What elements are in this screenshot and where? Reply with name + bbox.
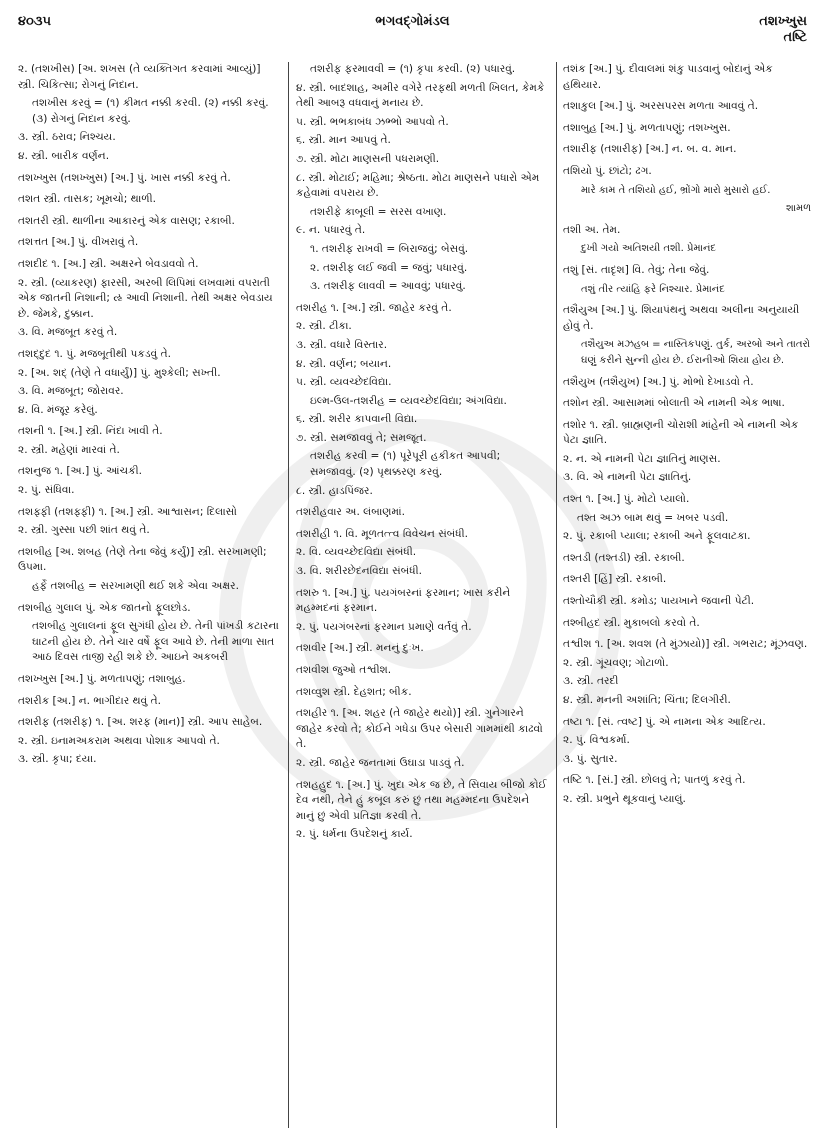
dictionary-entry: ૪. સ્ત્રી. બારીક વર્ણન. [18, 149, 110, 162]
dictionary-entry: ૩. સ્ત્રી. કૃપા; દયા. [18, 753, 97, 766]
dictionary-entry: તશોન સ્ત્રી. આસામમાં બોલાતી એ નામની એક ભાષા. [563, 397, 785, 410]
dictionary-entry: ૫. સ્ત્રી. ભભકાબંધ ઝભ્ભો આપવો તે. [296, 115, 449, 128]
dictionary-entry: મારે કામ તે તશિયો હઈ, ભ્રોંગો મારો મુસારો હઈ. [581, 184, 771, 196]
dictionary-entry: તશાકુલ [અ.] પું. અરસપરસ મળતા આવવું તે. [563, 100, 759, 113]
guide-word-bottom: તષ્ટિ [783, 30, 807, 45]
dictionary-entry: ૩. વિ. મજબૂત કરવું તે. [18, 326, 118, 339]
dictionary-entry: તશવીશ જુઓ તશ્વીશ. [296, 664, 392, 676]
dictionary-entry: ૨. (તશખીસ) [અ. શખસ (તે વ્યક્તિગત કરવામાં આવ્યું)] સ્ત્રી. ચિકિત્સા; રોગનું નિદાન. [18, 63, 261, 91]
dictionary-entry: ૧. તશરીફ રાખવી = બિરાજવું; બેસવું. [310, 242, 469, 255]
dictionary-entry: ૨. ન. એ નામની પેટા જ્ઞાતિનું માણસ. [563, 452, 721, 465]
dictionary-entry: ૯. ન. પધારવું તે. [296, 224, 366, 237]
dictionary-entry: તશબીહ [અ. શબહ (તેણે તેના જેવું કર્યું)] સ્ત્રી. સરખામણી; ઉપમા. [18, 545, 267, 574]
dictionary-entry: ૩. વિ. એ નામની પેટા જ્ઞાતિનું. [563, 471, 692, 484]
dictionary-entry: ૨. પું. ધર્મના ઉપદેશનું કાર્ય. [296, 828, 413, 841]
dictionary-entry: તશખ્ખુસ (તશખ્ખુસ) [અ.] પું. ખાસ નક્કી કરવું તે. [18, 171, 231, 184]
dictionary-entry: તશવીર [અ.] સ્ત્રી. મનનું દુઃખ. [296, 642, 424, 655]
column-divider [288, 62, 289, 1128]
dictionary-entry: તશી અ. તેમ. [563, 223, 621, 236]
dictionary-entry: ૨. સ્ત્રી. ગુસ્સા પછી શાંત થવું તે. [18, 524, 150, 537]
dictionary-entry: તશદ્દુદ ૧. પું. મજબૂતીથી પકડવું તે. [18, 347, 171, 360]
dictionary-entry: તશની ૧. [અ.] સ્ત્રી. નિંદા ખાવી તે. [18, 425, 163, 438]
dictionary-entry: તશારીફ (તશારીફ) [અ.] ન. બ. વ. માન. [563, 143, 737, 156]
dictionary-entry: તશનુજ ૧. [અ.] પું. આંચકી. [18, 465, 143, 478]
dictionary-entry: તશૈયુઅ [અ.] પું. શિયાપંથનું અથવા અલીના અનુયાયી હોવું તે. [563, 304, 800, 332]
dictionary-entry: ૨. સ્ત્રી. મહેણાં મારવાં તે. [18, 443, 120, 456]
dictionary-entry: ૨. પું. પયગંબરનાં ફરમાન પ્રમાણે વર્તવું તે. [296, 620, 472, 633]
dictionary-entry: તશદીદ ૧. [અ.] સ્ત્રી. અક્ષરને બેવડાવવો તે. [18, 257, 199, 270]
dictionary-entry: તશરીફ ફરમાવવી = (૧) કૃપા કરવી. (૨) પધારવું. [310, 63, 516, 75]
dictionary-entry: ૨. [અ. શદ્ (તેણે તે વધાર્યું)] પું. મુશ્કેલી; સખ્તી. [18, 366, 221, 379]
dictionary-entry: ૨. વિ. વ્યવચ્છેદવિદ્યા સંબંધી. [296, 546, 417, 559]
dictionary-entry: તશફ્ફી (તશફ્ફી) ૧. [અ.] સ્ત્રી. આશ્વાસન; દિલાસો [18, 505, 237, 518]
dictionary-entry: તશ્તડી (તશ્તડી) સ્ત્રી. રકાબી. [563, 551, 685, 564]
dictionary-entry: ૬. સ્ત્રી. શરીર કાપવાની વિદ્યા. [296, 413, 418, 426]
dictionary-entry: ૮. સ્ત્રી. હાડપિંજર. [296, 484, 373, 497]
dictionary-entry: તશખ્ખુસ [અ.] પું. મળતાપણું; તશાબુહ. [18, 673, 186, 685]
dictionary-entry: ૩. વિ. મજબૂત; જોરાવર. [18, 385, 124, 398]
dictionary-entry: ૮. સ્ત્રી. મોટાઈ; મહિમા; શ્રેષ્ઠતા. મોટા માણસને પધારો એમ કહેવામાં વપરાય છે. [296, 171, 540, 200]
dictionary-entry: તશોર ૧. સ્ત્રી. બ્રાહ્મણની ચોરાશી માંહેની એ નામની એક પેટા જ્ઞાતિ. [563, 418, 799, 447]
dictionary-entry: ઇલ્મ-ઉલ-તશરીહ = વ્યવચ્છેદવિદ્યા; અંગવિદ્યા. [310, 394, 507, 407]
dictionary-entry: તશું તીર ત્યાંહિ ફરે નિશ્ચાર. પ્રેમાનંદ [581, 283, 725, 295]
page-number: ૪૦૩૫ [18, 14, 52, 29]
dictionary-entry: તશું [સં. તાદૃશ] વિ. તેવું; તેના જેવું. [563, 263, 710, 276]
dictionary-entry: ૪. સ્ત્રી. બાદશાહ, અમીર વગેરે તરફથી મળતી ખિલત, કેમકે તેથી આબરૂ વધવાનું મનાય છે. [296, 81, 545, 110]
column-1 [18, 62, 280, 1128]
dictionary-entry: તશરીહી ૧. વિ. મૂળતત્ત્વ વિવેચન સંબંધી. [296, 527, 469, 540]
dictionary-entry: ૩. સ્ત્રી. ઠરાવ; નિશ્ચય. [18, 131, 116, 144]
dictionary-entry: ૭. સ્ત્રી. મોટા માણસની પધરામણી. [296, 152, 440, 165]
dictionary-entry: તશહીર ૧. [અ. શહર (તે જાહેર થયો)] સ્ત્રી. ગુનેગારને જાહેર કરવો તે; કોઈને ગધેડા ઉપર બેસારી ગામમાંથી કાઢવો તે. [296, 707, 543, 751]
dictionary-entry: તશૈયુઅ મઝહબ = નાસ્તિકપણું. તુર્ક, અરબો અને તાતરો ઘણું કરીને સુન્ની હોય છે. ઈરાનીઓ શિયા હોય છે. [581, 339, 811, 366]
dictionary-entry: ૨. પું. વિશ્વકર્મા. [563, 734, 630, 747]
dictionary-entry: તશરીહવાર અ. લંબાણમાં. [296, 506, 405, 519]
dictionary-entry: તશાબુહ [અ.] પું. મળતાપણું; તશખ્ખુસ. [563, 121, 731, 134]
dictionary-entry: તશિયો પું. છાંટો; ઢગ. [563, 164, 652, 177]
guide-word-top: તશખ્ખુસ [759, 14, 807, 29]
dictionary-entry: તશતરી સ્ત્રી. થાળીના આકારનું એક વાસણ; રકાબી. [18, 214, 235, 227]
dictionary-entry: તશ્ત અઝ બામ થવું = ખબર પડવી. [577, 511, 729, 524]
dictionary-entry: દુખી ગયો અતિશયી તશી. પ્રેમાનંદ [581, 243, 716, 255]
dictionary-entry: ૨. તશરીફ લઈ જવી = જવું; પધારવું. [310, 261, 468, 274]
dictionary-columns [18, 62, 811, 1128]
dictionary-entry: તશખીસ કરવું = (૧) કીમત નક્કી કરવી. (૨) નક્કી કરવું. (૩) રોગનું નિદાન કરવું. [32, 97, 269, 125]
dictionary-entry: ૨. સ્ત્રી. ટીકા. [296, 320, 352, 333]
dictionary-entry: તશરીહ કરવી = (૧) પૂરેપૂરી હકીકત આપવી; સમજાવવું. (૨) પૃથક્કરણ કરવું. [310, 450, 501, 479]
dictionary-entry: તશવ્વુશ સ્ત્રી. દેહશત; બીક. [296, 685, 412, 698]
dictionary-entry: તશ્બીહદ સ્ત્રી. મુકાબલો કરવો તે. [563, 616, 700, 629]
dictionary-entry: ૨. સ્ત્રી. ઇનામઅકરામ અથવા પોશાક આપવો તે. [18, 734, 220, 747]
dictionary-entry: તશરીહ ૧. [અ.] સ્ત્રી. જાહેર કરવું તે. [296, 301, 452, 314]
dictionary-entry: તશહહુદ ૧. [અ.] પું. ખુદા એક જ છે, તે સિવાય બીજો કોઈ દેવ નથી, તેને હું કબૂલ કરું છું તથા મહમ્મદના ઉપદેશને માનું છું એવી પ્રતિજ્ઞા કરવી તે. [296, 778, 547, 822]
dictionary-entry: હર્ફે તશબીહ = સરખામણી થઈ શકે એવા અક્ષર. [32, 580, 239, 593]
dictionary-entry: ૬. સ્ત્રી. માન આપવું તે. [296, 134, 391, 147]
column-2 [296, 62, 549, 1128]
dictionary-entry: ૨. સ્ત્રી. (વ્યાકરણ) ફારસી, અરબી લિપિમાં લખવામાં વપરાતી એક જાતની નિશાની; ઌ આવી નિશાની. તેથી અક્ષર બેવડાય છે. જેમકે, દુક્કાન. [18, 276, 273, 320]
column-3 [563, 62, 811, 1128]
dictionary-entry: તશરુ ૧. [અ.] પું. પયગંબરનાં ફરમાન; ખાસ કરીને મહમ્મદનાં ફરમાન. [296, 586, 511, 615]
dictionary-entry: ૪. વિ. મંજૂર કરેલું. [18, 403, 98, 416]
dictionary-entry: તશત્તત [અ.] પું. વીખરાવું તે. [18, 236, 139, 249]
guide-words [759, 14, 807, 46]
dictionary-entry: તશત સ્ત્રી. તાસક; ખૂમચો; થાળી. [18, 193, 157, 206]
dictionary-entry: તશબીહ ગુલાલનાં ફૂલ સુગંધી હોય છે. તેની પાંખડી કટારના ઘાટની હોય છે. તેને ચાર વર્ષે ફૂલ આવે છે. તેની માળા સાત આઠ દિવસ તાજી રહી શકે છે. આઇને અકબરી [32, 620, 279, 664]
dictionary-entry: ૩. પું. સુતાર. [563, 752, 618, 765]
dictionary-entry: તશ્વીશ ૧. [અ. શવશ (તે મુંઝાયો)] સ્ત્રી. ગભરાટ; મૂંઝવણ. [563, 638, 808, 651]
book-title: ભગવદ્ગોમંડલ [375, 14, 450, 29]
dictionary-entry: શામળ [785, 203, 811, 215]
dictionary-entry: તશ્તોચૌકી સ્ત્રી. કમોડ; પાયખાને જવાની પેટી. [563, 595, 755, 608]
dictionary-entry: ૩. સ્ત્રી. તરદી [563, 675, 619, 688]
dictionary-entry: તશરીફ (તશરીફ) ૧. [અ. શરફ (માન)] સ્ત્રી. આપ સાહેબ. [18, 716, 263, 729]
page-header [18, 8, 807, 52]
dictionary-entry: ૫. સ્ત્રી. વ્યવચ્છેદવિદ્યા. [296, 376, 392, 389]
dictionary-entry: ૨. સ્ત્રી. જાહેર જનતામાં ઉઘાડા પાડવું તે. [296, 756, 465, 769]
dictionary-entry: તશ્ત ૧. [અ.] પું. મોટો પ્યાલો. [563, 493, 690, 506]
dictionary-entry: ૭. સ્ત્રી. સમજાવવું તે; સમજૂત. [296, 431, 427, 444]
dictionary-entry: ૩. વિ. શરીરછેદનવિદ્યા સંબંધી. [296, 565, 422, 578]
dictionary-entry: તશરીક [અ.] ન. ભાગીદાર થવું તે. [18, 694, 162, 707]
dictionary-entry: તશૈયુખ (તશૈયુખ) [અ.] પું. મોભો દેખાડવો તે. [563, 375, 754, 388]
dictionary-entry: તશંક [અ.] પું. દીવાલમાં શંકુ પાડવાનું બોદાનું એક હથિયાર. [563, 63, 773, 91]
dictionary-entry: ૩. તશરીફ લાવવી = આવવું; પધારવું. [310, 280, 466, 293]
dictionary-entry: તષ્ટિ ૧. [સં.] સ્ત્રી. છોલવું તે; પાતળું કરવું તે. [563, 774, 746, 787]
dictionary-entry: ૨. સ્ત્રી. પ્રભુને થૂકવાનું પ્યાલું. [563, 792, 686, 805]
dictionary-entry: તષ્ટા ૧. [સં. ત્વષ્ટ] પું. એ નામના એક આદિત્ય. [563, 715, 766, 728]
dictionary-entry: ૨. પું. સંધિવા. [18, 484, 75, 497]
dictionary-entry: ૪. સ્ત્રી. વર્ણન; બયાન. [296, 357, 392, 370]
dictionary-entry: ૨. પું. રકાબી પ્યાલા; રકાબી અને ફૂલવાટકા. [563, 530, 751, 543]
dictionary-entry: ૪. સ્ત્રી. મનની અશાંતિ; ચિંતા; દિલગીરી. [563, 694, 731, 706]
dictionary-entry: તશરીફે કાબૂલી = સરસ વખાણ. [310, 205, 447, 218]
dictionary-entry: ૨. સ્ત્રી. ગૂંચવણ; ગોટાળો. [563, 656, 669, 669]
dictionary-entry: તશબીહ ગુલાલ પું. એક જાતનો ફૂલછોડ. [18, 601, 191, 614]
dictionary-entry: તશ્તરી [હિં] સ્ત્રી. રકાબી. [563, 573, 667, 586]
column-divider [556, 62, 557, 1128]
dictionary-entry: ૩. સ્ત્રી. વધારે વિસ્તાર. [296, 338, 388, 351]
